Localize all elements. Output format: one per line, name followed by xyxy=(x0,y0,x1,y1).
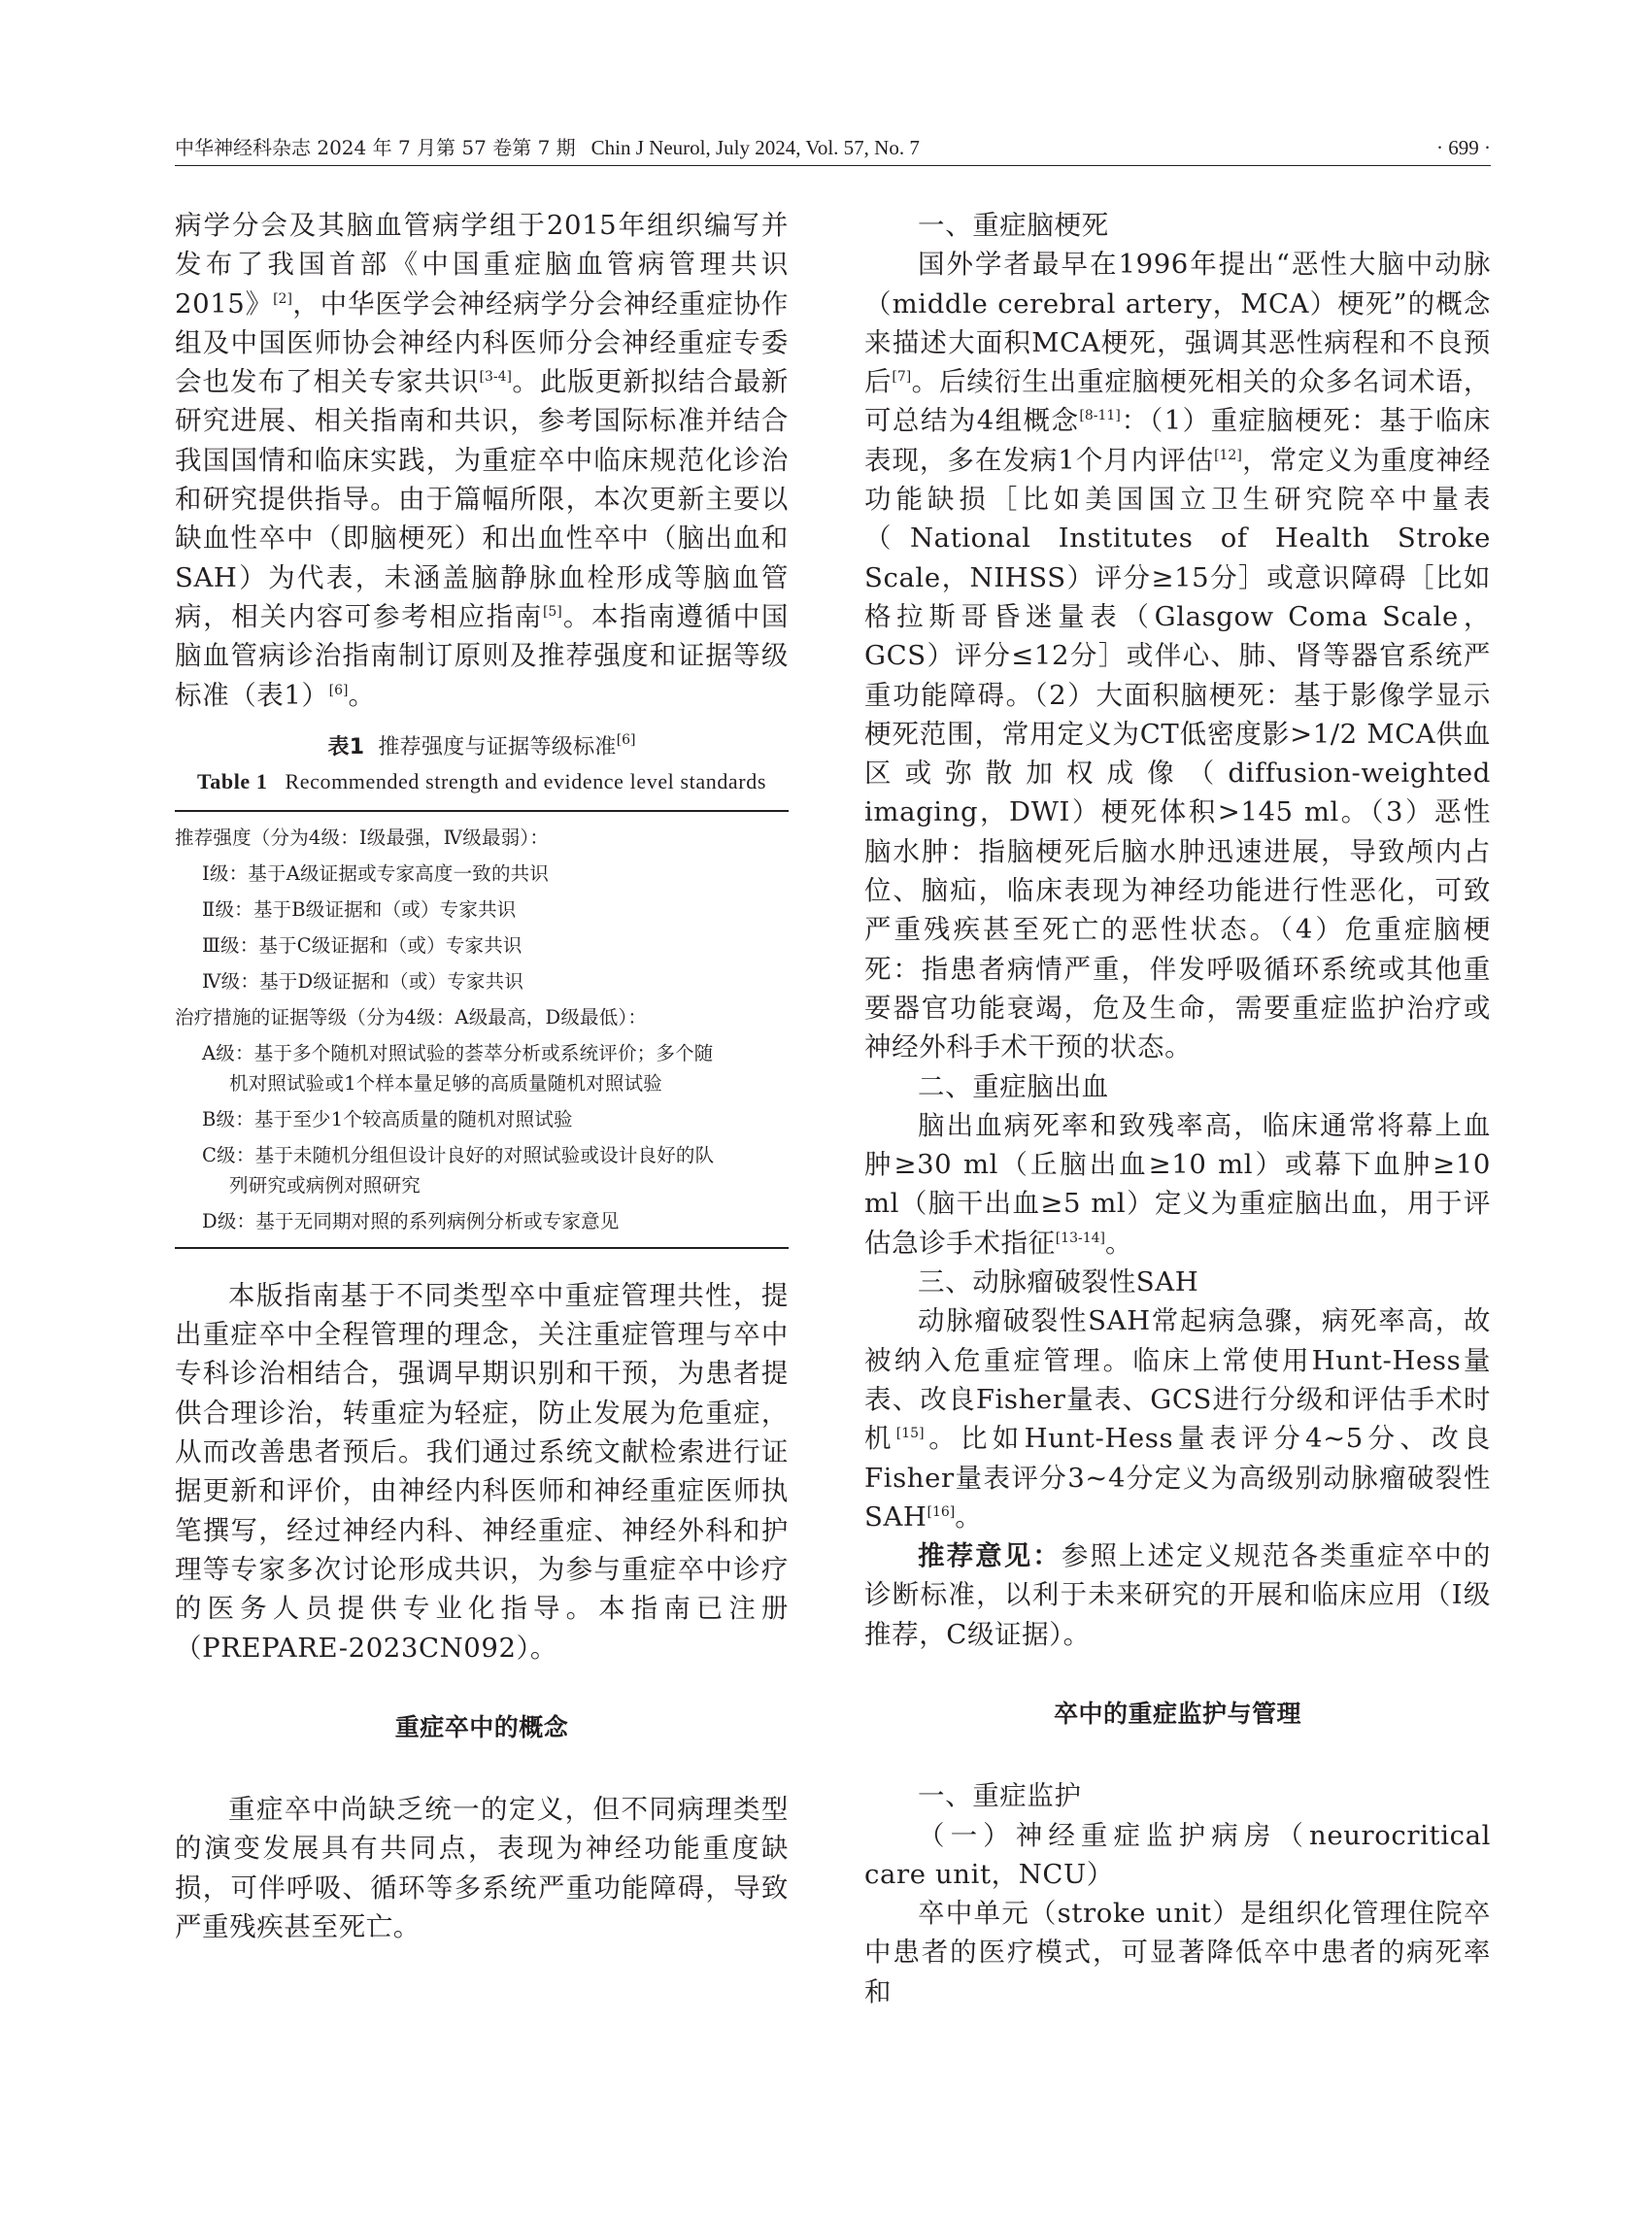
subsection-heading: 三、动脉瘤破裂性SAH xyxy=(918,1266,1199,1298)
table-label-en: Table 1 xyxy=(197,768,268,793)
section-title: 重症卒中的概念 xyxy=(394,1712,569,1741)
table-row: A级：基于多个随机对照试验的荟萃分析或系统评价；多个随 机对照试验或1个样本量足够的高质量随机对照试验 xyxy=(202,1041,714,1095)
citation-ref: [7] xyxy=(892,369,912,386)
recommendation: 推荐意见：参照上述定义规范各类重症卒中的诊断标准，以利于未来研究的开展和临床应用（Ⅰ级推荐，C级证据）。 xyxy=(864,1540,1492,1650)
citation-ref: [2] xyxy=(273,290,292,307)
running-header xyxy=(175,136,1491,166)
table-row: D级：基于无同期对照的系列病例分析或专家意见 xyxy=(202,1209,620,1232)
citation-ref: [12] xyxy=(1214,447,1242,463)
paragraph: 国外学者最早在1996年提出“恶性大脑中动脉（middle cerebral artery，MCA）梗死”的概念来描述大面积MCA梗死，强调其恶性病程和不良预后[7]。后续衍生出重症脑梗死相关的众多名词术语，可总结为4组概念[8-11]：（1）重症脑梗死：基于临床表现，多在发病1个月内评估[12]，常定义为重度神经功能缺损［比如美国国立卫生研究院卒中量表（National Institutes of Health Stroke Scale，NIHSS）评分≥15分］或意识障碍［比如格拉斯哥昏迷量表（Glasgow Coma Scale，GCS）评分≤12分］或伴心、肺、肾等器官系统严重功能障碍。（2）大面积脑梗死：基于影像学显示梗死范围，常用定义为CT低密度影>1/2 MCA供血区或弥散加权成像（diffusion-weighted imaging，DWI）梗死体积>145 ml。（3）恶性脑水肿：指脑梗死后脑水肿迅速进展，导致颅内占位、脑疝，临床表现为神经功能进行性恶化，可致严重残疾甚至死亡的恶性状态。（4）危重症脑梗死：指患者病情严重，伴发呼吸循环系统或其他重要器官功能衰竭，危及生命，需要重症监护治疗或神经外科手术干预的状态。 xyxy=(864,249,1492,1063)
table-row: Ⅰ级：基于A级证据或专家高度一致的共识 xyxy=(202,861,550,885)
citation-ref: [13-14] xyxy=(1055,1230,1105,1246)
section-title: 卒中的重症监护与管理 xyxy=(1053,1699,1301,1728)
table-label: 表1 xyxy=(327,734,365,759)
journal-name-cn: 中华神经科杂志 2024 年 7 月第 57 卷第 7 期 xyxy=(175,136,576,159)
journal-citation xyxy=(175,136,920,159)
table-row: 治疗措施的证据等级（分为4级：A级最高，D级最低）： xyxy=(175,1005,648,1028)
citation-ref: [5] xyxy=(542,603,562,620)
journal-name-en: Chin J Neurol, July 2024, Vol. 57, No. 7 xyxy=(590,136,920,159)
citation-ref: [8-11] xyxy=(1079,408,1121,424)
evidence-level-table xyxy=(175,810,789,1249)
page-number: · 699 · xyxy=(1436,136,1491,159)
table-caption-en: Table 1 Recommended strength and evidence level standards xyxy=(197,768,766,793)
paragraph: 本版指南基于不同类型卒中重症管理共性，提出重症卒中全程管理的理念，关注重症管理与卒中专科诊治相结合，强调早期识别和干预，为患者提供合理诊治，转重症为轻症，防止发展为危重症，从而改善患者预后。我们通过系统文献检索进行证据更新和评价，由神经内科医师和神经重症医师执笔撰写，经过神经内科、神经重症、神经外科和护理等专家多次讨论形成共识，为参与重症卒中诊疗的医务人员提供专业化指导。本指南已注册（PREPARE-2023CN092）。 xyxy=(175,1279,789,1664)
paragraph: 动脉瘤破裂性SAH常起病急骤，病死率高，故被纳入危重症管理。临床上常使用Hunt-Hess量表、改良Fisher量表、GCS进行分级和评估手术时机[15]。比如Hunt-Hess量表评分4~5分、改良Fisher量表评分3~4分定义为高级别动脉瘤破裂性SAH[16]。 xyxy=(864,1305,1492,1533)
citation-ref: [6] xyxy=(616,731,636,748)
table-row: Ⅲ级：基于C级证据和（或）专家共识 xyxy=(202,933,523,957)
paragraph: 卒中单元（stroke unit）是组织化管理住院卒中患者的医疗模式，可显著降低卒中患者的病死率和 xyxy=(864,1898,1491,2007)
paragraph: 重症卒中尚缺乏统一的定义，但不同病理类型的演变发展具有共同点，表现为神经功能重度缺损，可伴呼吸、循环等多系统严重功能障碍，导致严重残疾甚至死亡。 xyxy=(175,1794,789,1943)
citation-ref: [16] xyxy=(927,1503,956,1520)
subsection-heading: 一、重症脑梗死 xyxy=(918,210,1109,241)
citation-ref: [6] xyxy=(328,682,349,698)
citation-ref: [3-4] xyxy=(479,369,512,386)
subsection-heading: 一、重症监护 xyxy=(918,1780,1082,1812)
table-row: 推荐强度（分为4级：Ⅰ级最强，Ⅳ级最弱）： xyxy=(175,826,550,849)
right-column xyxy=(864,206,1491,2011)
paragraph: 脑出血病死率和致残率高，临床通常将幕上血肿≥30 ml（丘脑出血≥10 ml）或幕下血肿≥10 ml（脑干出血≥5 ml）定义为重症脑出血，用于评估急诊手术指征[13-14]。 xyxy=(864,1109,1491,1259)
left-column xyxy=(175,206,789,1946)
table-row: Ⅱ级：基于B级证据和（或）专家共识 xyxy=(202,897,517,921)
table-row: B级：基于至少1个较高质量的随机对照试验 xyxy=(202,1107,573,1130)
citation-ref: [15] xyxy=(895,1426,925,1442)
table-caption-cn: 表1 推荐强度与证据等级标准[6] xyxy=(327,731,636,759)
subsection-heading: 二、重症脑出血 xyxy=(918,1070,1109,1102)
paragraph: 病学分会及其脑血管病学组于2015年组织编写并发布了我国首部《中国重症脑血管病管理共识2015》[2]，中华医学会神经病学分会神经重症协作组及中国医师协会神经内科医师分会神经重症专委会也发布了相关专家共识[3-4]。此版更新拟结合最新研究进展、相关指南和共识，参考国际标准并结合我国国情和临床实践，为重症卒中临床规范化诊治和研究提供指导。由于篇幅所限，本次更新主要以缺血性卒中（即脑梗死）和出血性卒中（脑出血和SAH）为代表，未涵盖脑静脉血栓形成等脑血管病，相关内容可参考相应指南[5]。本指南遵循中国脑血管病诊治指南制订原则及推荐强度和证据等级标准（表1）[6]。 xyxy=(175,210,789,711)
recommendation-label: 推荐意见： xyxy=(918,1540,1062,1572)
table-row: C级：基于未随机分组但设计良好的对照试验或设计良好的队 列研究或病例对照研究 xyxy=(202,1143,715,1197)
subsection-heading: （一）神经重症监护病房（neurocritical care unit，NCU） xyxy=(864,1819,1491,1890)
table-row: Ⅳ级：基于D级证据和（或）专家共识 xyxy=(202,969,524,993)
